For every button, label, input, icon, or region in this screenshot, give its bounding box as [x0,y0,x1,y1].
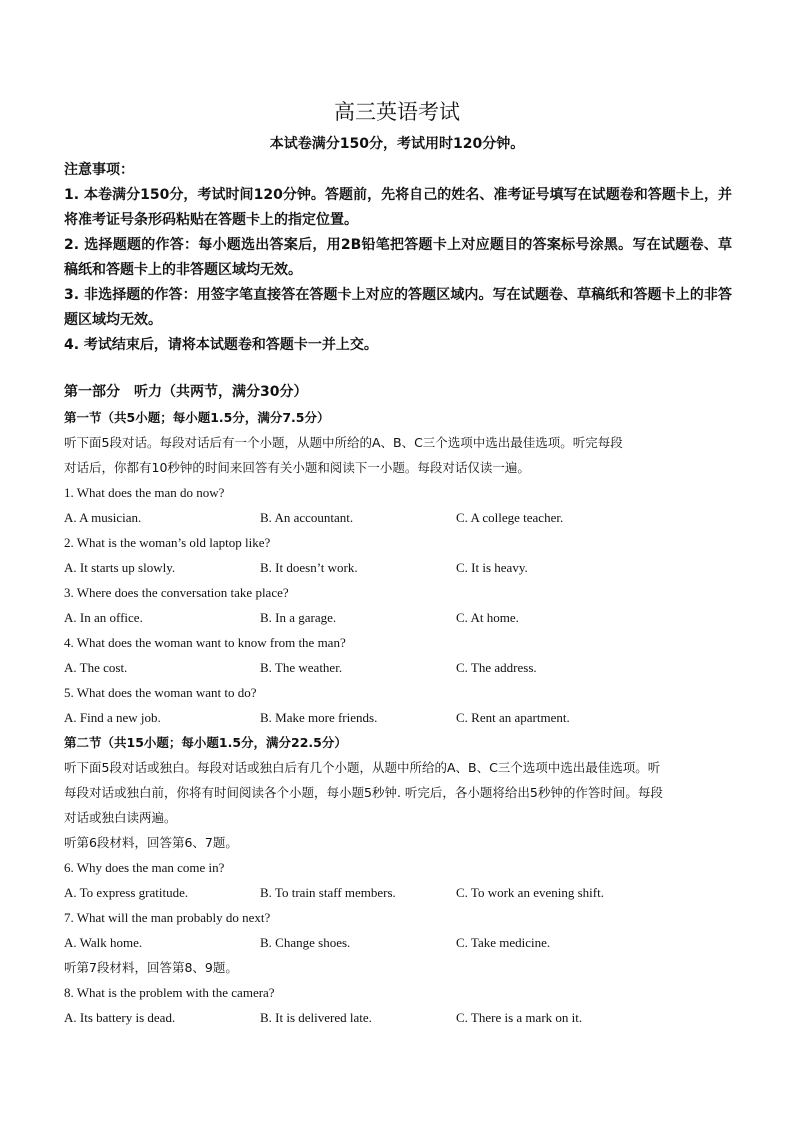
option-8b: B. It is delivered late. [260,1010,372,1025]
exam-subtitle: 本试卷满分150分，考试用时120分钟。 [269,136,525,152]
section1-instruction-line1: 听下面5段对话。每段对话后有一个小题，从题中所给的A、B、C三个选项中选出最佳选项。听完每段 [64,435,623,450]
question-2: 2. What is the woman’s old laptop like? [64,535,271,550]
notes-heading: 注意事项： [64,162,134,178]
option-4a: A. The cost. [64,660,128,675]
options-1 [64,505,732,530]
options-3 [64,605,732,630]
option-4b: B. The weather. [260,660,343,675]
exam-title: 高三英语考试 [334,100,460,124]
note-item-1: 1. 本卷满分150分，考试时间120分钟。答题前，先将自己的姓名、准考证号填写在试题卷和答题卡上，并将准考证号条形码粘贴在答题卡上的指定位置。 [64,187,732,228]
option-7c: C. Take medicine. [456,935,551,950]
question-3: 3. Where does the conversation take place? [64,585,289,600]
note-item-3: 3. 非选择题的作答：用签字笔直接答在答题卡上对应的答题区域内。写在试题卷、草稿纸和答题卡上的非答题区域均无效。 [64,287,732,328]
question-7: 7. What will the man probably do next? [64,910,271,925]
material-7-heading: 听第7段材料，回答第8、9题。 [64,960,238,975]
option-2b: B. It doesn’t work. [260,560,358,575]
question-8: 8. What is the problem with the camera? [64,985,275,1000]
note-item-2: 2. 选择题题的作答：每小题选出答案后，用2B铅笔把答题卡上对应题目的答案标号涂黑。写在试题卷、草稿纸和答题卡上的非答题区域均无效。 [64,237,732,278]
option-2c: C. It is heavy. [456,560,528,575]
material-6-heading: 听第6段材料，回答第6、7题。 [64,835,238,850]
notes-block [64,158,732,358]
section1-heading: 第一节（共5小题；每小题1.5分，满分7.5分） [64,410,330,425]
listening-part [64,380,732,1030]
options-5 [64,705,732,730]
question-6: 6. Why does the man come in? [64,860,225,875]
section2-instruction-line3: 对话或独白读两遍。 [64,810,177,825]
options-6 [64,880,732,905]
option-5c: C. Rent an apartment. [456,710,570,725]
option-4c: C. The address. [456,660,537,675]
option-3a: A. In an office. [64,610,143,625]
option-7a: A. Walk home. [64,935,143,950]
option-3c: C. At home. [456,610,519,625]
options-4 [64,655,732,680]
question-5: 5. What does the woman want to do? [64,685,257,700]
section2-instruction-line2: 每段对话或独白前，你将有时间阅读各个小题，每小题5秒钟. 听完后，各小题将给出5秒钟的作答时间。每段 [64,785,663,800]
option-1a: A. A musician. [64,510,142,525]
option-8a: A. Its battery is dead. [64,1010,176,1025]
options-2 [64,555,732,580]
option-5a: A. Find a new job. [64,710,161,725]
section2-instruction-line1: 听下面5段对话或独白。每段对话或独白后有几个小题，从题中所给的A、B、C三个选项中选出最佳选项。听 [64,760,661,775]
question-4: 4. What does the woman want to know from the man? [64,635,346,650]
option-6b: B. To train staff members. [260,885,396,900]
option-6a: A. To express gratitude. [64,885,189,900]
option-1b: B. An accountant. [260,510,354,525]
option-5b: B. Make more friends. [260,710,378,725]
section2-heading: 第二节（共15小题；每小题1.5分，满分22.5分） [64,735,347,750]
option-7b: B. Change shoes. [260,935,351,950]
section1-instruction-line2: 对话后，你都有10秒钟的时间来回答有关小题和阅读下一小题。每段对话仅读一遍。 [64,460,530,475]
option-6c: C. To work an evening shift. [456,885,604,900]
note-item-4: 4. 考试结束后，请将本试题卷和答题卡一并上交。 [64,337,378,353]
part1-heading: 第一部分 听力（共两节，满分30分） [64,384,308,400]
option-3b: B. In a garage. [260,610,337,625]
option-8c: C. There is a mark on it. [456,1010,583,1025]
question-1: 1. What does the man do now? [64,485,225,500]
options-8 [64,1005,732,1030]
options-7 [64,930,732,955]
option-2a: A. It starts up slowly. [64,560,176,575]
option-1c: C. A college teacher. [456,510,564,525]
